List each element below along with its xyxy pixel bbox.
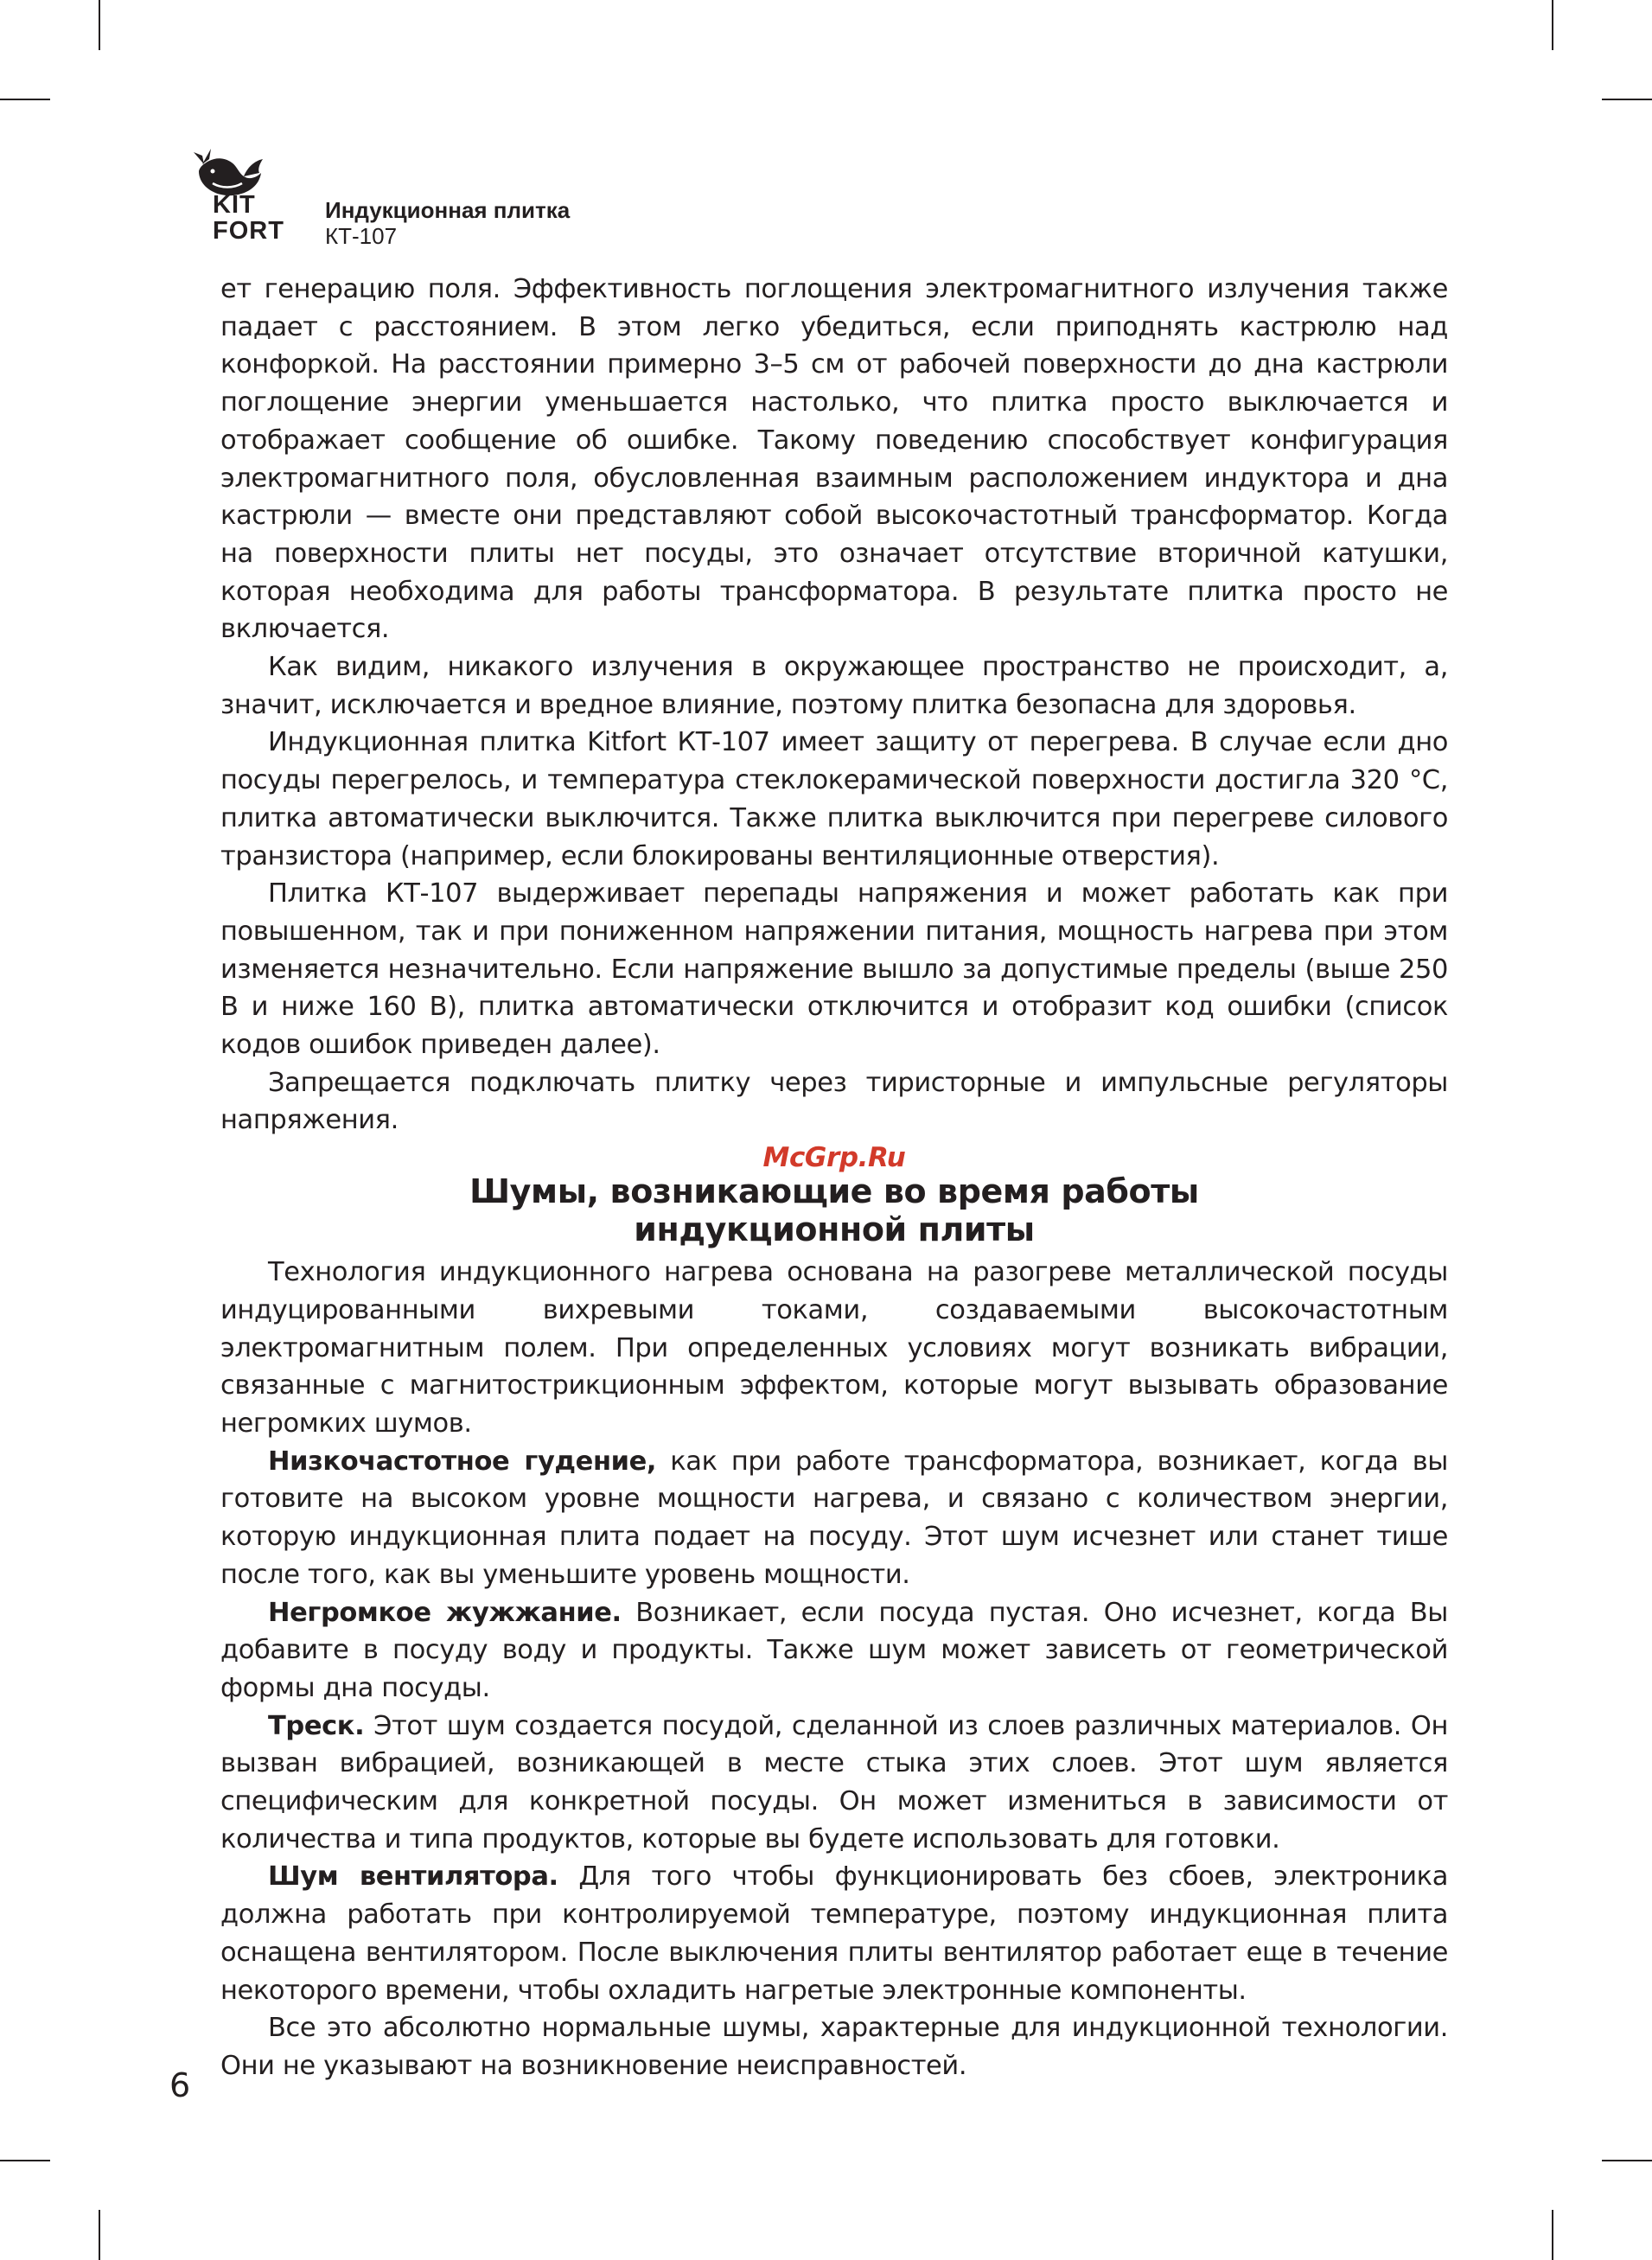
paragraph: Плитка КТ-107 выдерживает перепады напряжения и может работать как при повышенном, так и при пониженном напряжении питания, мощность нагрева при этом изменяется незначительно. Если напряжение вышло за допустимые пределы (выше 250 В и ниже 160 В), плитка автоматически отключится и отобразит код ошибки (список кодов ошибок приведен далее). [220,878,1448,1061]
crop-mark-top-right [1552,0,1553,50]
document-header [187,145,705,249]
product-info [325,197,570,249]
product-title: Индукционная плитка [325,197,571,223]
section-intro: Технология индукционного нагрева основана на разогреве металлической посуды индуцированными вихревыми токами, создаваемыми высокочастотным электромагнитным полем. При определенных условиях могут возникать вибрации, связанные с магнитострикционным эффектом, которые могут вызывать образование негромких шумов. [220,1257,1448,1439]
closing-paragraph: Все это абсолютно нормальные шумы, характерные для индукционной технологии. Они не указывают на возникновение неисправностей. [220,2013,1448,2081]
noise-term: Негромкое жужжание. [268,1597,622,1628]
paragraph: ет генерацию поля. Эффективность поглощения электромагнитного излучения также падает с расстоянием. В этом легко убедиться, если приподнять кастрюлю над конфоркой. На расстоянии примерно 3–5 см от рабочей поверхности до дна кастрюли поглощение энергии уменьшается настолько, что плитка просто выключается и отображает сообщение об ошибке. Такому поведению способствует конфигурация электромагнитного поля, обусловленная взаимным расположением индуктора и дна кастрюли — вместе они представляют собой высокочастотный трансформатор. Когда на поверхности плиты нет посуды, это означает отсутствие вторичной катушки, которая необходима для работы трансформатора. В результате плитка просто не включается. [220,274,1448,645]
noise-text: Для того чтобы функционировать без сбоев, электроника должна работать при контролируемой температуре, поэтому индукционная плита оснащена вентилятором. После выключения плиты вентилятор работает еще в течение некоторого времени, чтобы охладить нагретые электронные компоненты. [220,1861,1448,2006]
brand-line-1: KIT [213,191,256,219]
section-title [220,1172,1448,1248]
page-number: 6 [169,2066,191,2104]
noise-text: как при работе трансформатора, возникает, когда вы готовите на высоком уровне мощности нагрева, и связано с количеством энергии, которую индукционная плита подает на посуду. Этот шум исчезнет или станет тише после того, как вы уменьшите уровень мощности. [220,1446,1448,1590]
product-model: КТ-107 [325,223,398,249]
noise-term: Низкочастотное гудение, [268,1446,657,1477]
main-text [220,271,1448,2085]
noise-item [220,1443,1448,1594]
watermark: McGrp.Ru [762,1142,906,1174]
section-title-line-1: Шумы, возникающие во время работы [469,1172,1199,1211]
brand-wordmark [213,192,284,244]
noise-item [220,1708,1448,1859]
crop-mark-bottom-right [1552,2210,1553,2260]
brand-line-2: FORT [213,217,284,245]
crop-mark-bottom-left [99,2210,100,2260]
noise-term: Шум вентилятора. [268,1861,558,1893]
section-title-line-2: индукционной плиты [634,1210,1035,1249]
crop-mark-bottom-right-h [1602,2160,1652,2161]
noise-item [220,1594,1448,1708]
noise-item [220,1858,1448,2009]
crop-mark-top-left [99,0,100,50]
paragraph: Как видим, никакого излучения в окружающее пространство не происходит, а, значит, исключается и вредное влияние, поэтому плитка безопасна для здоровья. [220,652,1448,720]
crop-mark-top-right-h [1602,99,1652,100]
crop-mark-top-left-h [0,99,50,100]
paragraph: Индукционная плитка Kitfort КТ-107 имеет защиту от перегрева. В случае если дно посуды перегрелось, и температура стеклокерамической поверхности достигла 320 °С, плитка автоматически выключится. Также плитка выключится при перегреве силового транзистора (например, если блокированы вентиляционные отверстия). [220,727,1448,871]
paragraph: Запрещается подключать плитку через тиристорные и импульсные регуляторы напряжения. [220,1067,1448,1136]
noise-text: Этот шум создается посудой, сделанной из слоев различных материалов. Он вызван вибрацией, возникающей в месте стыка этих слоев. Этот шум является специфическим для конкретной посуды. Он может измениться в зависимости от количества и типа продуктов, которые вы будете использовать для готовки. [220,1710,1448,1855]
noise-term: Треск. [268,1710,365,1741]
crop-mark-bottom-left-h [0,2160,50,2161]
noise-text: Возникает, если посуда пустая. Оно исчезнет, когда Вы добавите в посуду воду и продукты. Также шум может зависеть от геометрической формы дна посуды. [220,1597,1448,1703]
